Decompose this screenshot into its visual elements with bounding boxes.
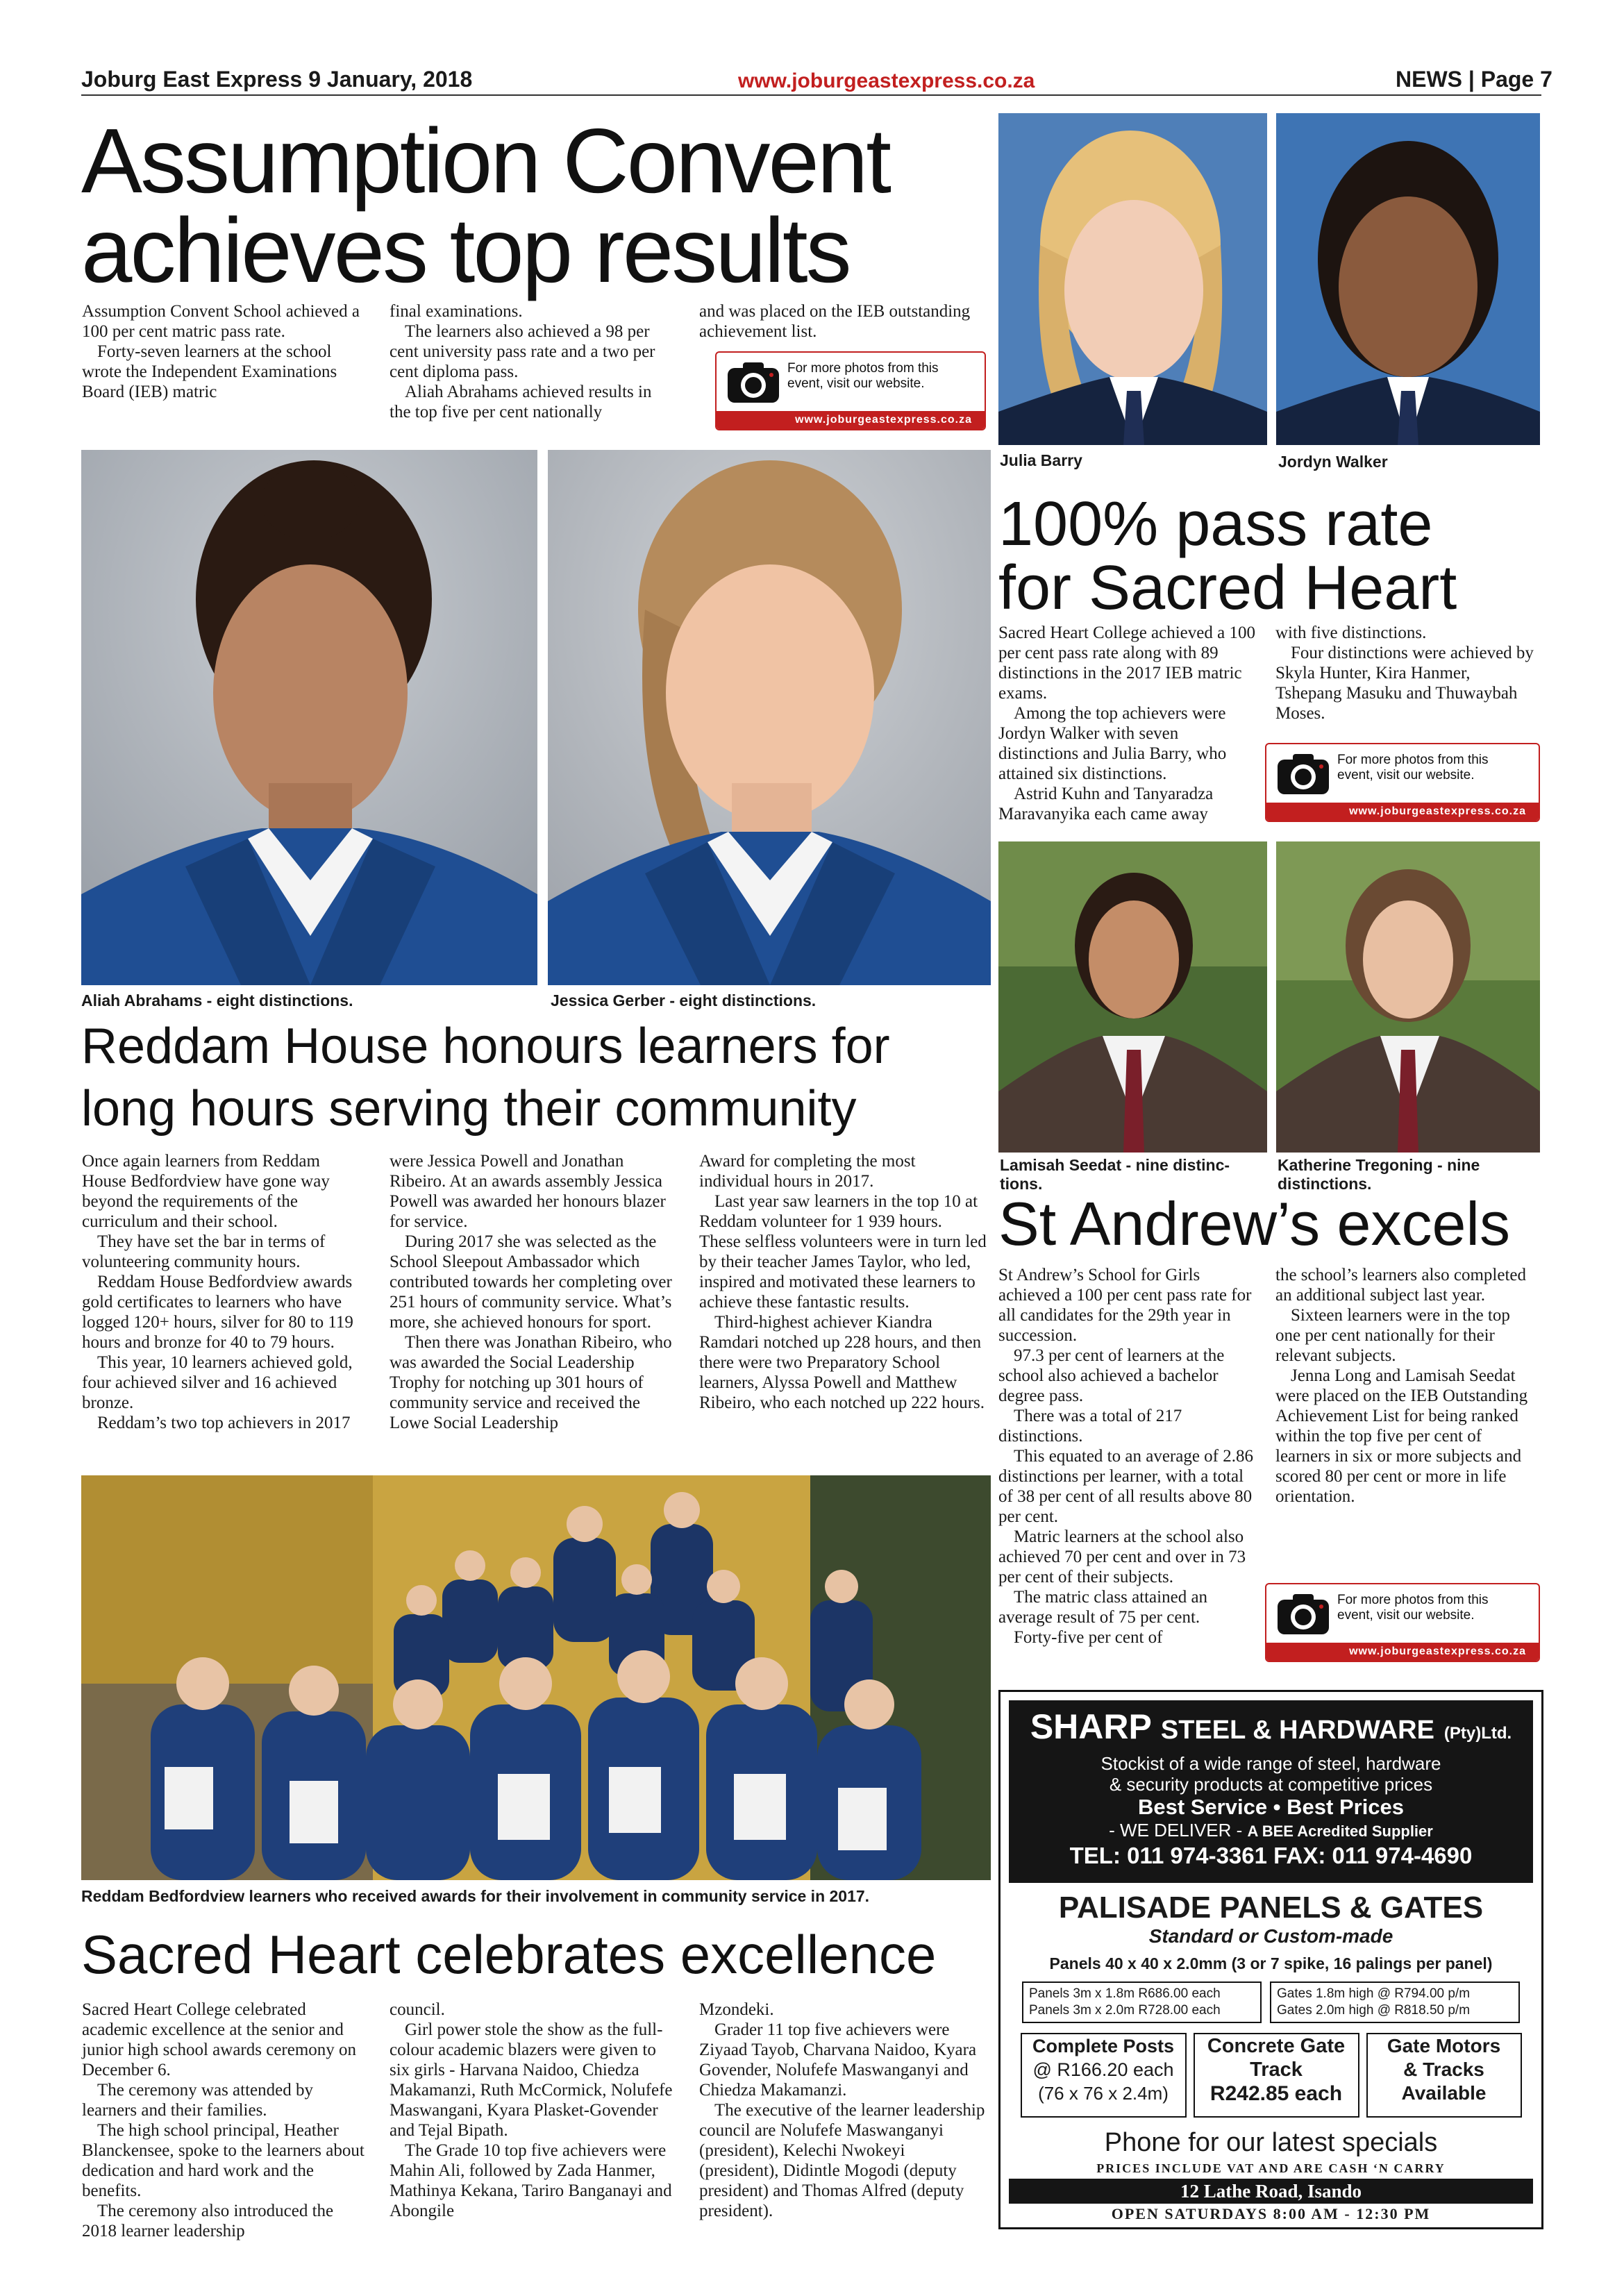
headline-line: Assumption Convent xyxy=(81,110,889,212)
promo-line: event, visit our website. xyxy=(1337,1608,1475,1623)
paragraph: Girl power stole the show as the full-colour academic blazers were given to six girls - Harvana Naidoo, Chiedza Makamanzi, Ruth McCormick, Nolufefe Maswangani, Kyara Plasket-Govender and Tejal Bipath. xyxy=(390,2020,673,2140)
price-line: Panels 3m x 1.8m R686.00 each xyxy=(1029,1986,1221,2001)
story5-headline: Sacred Heart celebrates excellence xyxy=(81,1924,937,1985)
promo-url[interactable]: www.joburgeastexpress.co.za xyxy=(1266,1643,1539,1661)
paragraph: The high school principal, Heather Blanckensee, spoke to the learners about dedication and hard work and the benefits. xyxy=(82,2121,365,2200)
paragraph: During 2017 she was selected as the School Sleepout Ambassador which contributed towards her completing over 251 hours of community service. What’s more, she achieved honours for sport. xyxy=(390,1232,672,1332)
advert-palisade-title: PALISADE PANELS & GATES xyxy=(1058,1891,1484,1925)
paragraph: Grader 11 top five achievers were Ziyaad Tayob, Charvana Naidoo, Kyara Govender, Nolufefe Maswanganyi and Chiedza Makamanzi. xyxy=(699,2020,977,2100)
paragraph: Last year saw learners in the top 10 at Reddam volunteer for 1 939 hours. These selfless volunteers were in turn led by their teacher James Taylor, who led, inspired and motivated these learners to achieve these fantastic results. xyxy=(699,1192,987,1312)
paragraph: council. xyxy=(390,2000,445,2019)
masthead-page: NEWS | Page 7 xyxy=(1396,67,1552,92)
promo-text xyxy=(1337,1593,1489,1623)
story5-col2 xyxy=(390,2000,676,2221)
brand-rest: STEEL & HARDWARE xyxy=(1160,1716,1434,1745)
paragraph: 97.3 per cent of learners at the school also achieved a bachelor degree pass. xyxy=(998,1346,1225,1405)
gate-motors-box xyxy=(1366,2033,1522,2118)
posts-box xyxy=(1021,2033,1187,2118)
paragraph: Sixteen learners were in the top one per cent nationally for their relevant subjects. xyxy=(1275,1306,1510,1365)
headline-line: achieves top results xyxy=(81,199,850,301)
masthead-url[interactable]: www.joburgeastexpress.co.za xyxy=(738,69,1035,92)
headline-line: for Sacred Heart xyxy=(998,553,1457,623)
website-promo[interactable] xyxy=(1265,1583,1540,1662)
paragraph: The ceremony was attended by learners and their families. xyxy=(82,2081,313,2120)
story1-col2 xyxy=(390,301,676,422)
advert-box-row xyxy=(1009,2033,1533,2118)
story2-col1 xyxy=(998,623,1257,824)
advert-header xyxy=(1009,1700,1533,1883)
paragraph: Sacred Heart College achieved a 100 per cent pass rate along with 89 distinctions in the 2017 IEB matric exams. xyxy=(998,623,1255,703)
story2-headline xyxy=(998,489,1554,623)
paragraph: The matric class attained an average result of 75 per cent. xyxy=(998,1588,1208,1627)
promo-line: For more photos from this xyxy=(1337,1593,1489,1607)
advert-delivery xyxy=(1013,1820,1529,1842)
headline-line: Reddam House honours learners for xyxy=(81,1019,890,1074)
caption-line: tions. xyxy=(1000,1175,1043,1193)
paragraph: The learners also achieved a 98 per cent university pass rate and a two per cent diploma pass. xyxy=(390,322,655,381)
promo-url[interactable]: www.joburgeastexpress.co.za xyxy=(1266,803,1539,821)
story3-headline xyxy=(81,1015,991,1140)
story2-col2 xyxy=(1275,623,1537,723)
paragraph: Astrid Kuhn and Tanyaradza Maravanyika each came away xyxy=(998,785,1214,823)
paragraph: Aliah Abrahams achieved results in the top five per cent nationally xyxy=(390,383,652,421)
advert-vat-note: PRICES INCLUDE VAT AND ARE CASH ‘N CARRY xyxy=(1096,2161,1446,2175)
paragraph: Reddam House Bedfordview awards gold certificates to learners who have logged 120+ hours, silver for 80 to 119 hours and bronze for 40 to 79 hours. xyxy=(82,1273,353,1352)
story5-col3 xyxy=(699,2000,987,2221)
story3-col3 xyxy=(699,1151,987,1413)
story4-headline: St Andrew’s excels xyxy=(998,1189,1510,1258)
photo-caption xyxy=(1000,1156,1230,1193)
story4-col2 xyxy=(1275,1265,1538,1507)
box-line: R242.85 each xyxy=(1209,2082,1343,2105)
paragraph: There was a total of 217 distinctions. xyxy=(998,1407,1182,1446)
paragraph: They have set the bar in terms of volunteering community hours. xyxy=(82,1232,326,1271)
paragraph: Forty-five per cent of xyxy=(1014,1628,1163,1647)
box-line: & Tracks xyxy=(1403,2059,1484,2080)
promo-text xyxy=(787,361,939,392)
advert-slogan: Best Service • Best Prices xyxy=(1137,1795,1405,1819)
paragraph: Then there was Jonathan Ribeiro, who was awarded the Social Leadership Trophy for notching up 301 hours of community service and received the Lowe Social Leadership xyxy=(390,1333,672,1432)
caption-line: Katherine Tregoning - nine xyxy=(1278,1156,1480,1174)
camera-icon xyxy=(1276,1593,1330,1636)
story1-col3 xyxy=(699,301,985,342)
story3-col1 xyxy=(82,1151,368,1433)
promo-url[interactable]: www.joburgeastexpress.co.za xyxy=(717,411,985,429)
story4-col1 xyxy=(998,1265,1257,1648)
advert-brand xyxy=(1013,1707,1529,1753)
website-promo[interactable] xyxy=(715,351,986,430)
headline-line: 100% pass rate xyxy=(998,489,1433,559)
advert-sharp-steel[interactable] xyxy=(998,1690,1543,2229)
headline-line: long hours serving their community xyxy=(81,1081,857,1137)
price-line: Gates 2.0m high @ R818.50 p/m xyxy=(1277,2003,1471,2018)
story5-col1 xyxy=(82,2000,368,2241)
paragraph: with five distinctions. xyxy=(1275,623,1427,642)
photo-jordyn-walker xyxy=(1276,113,1540,445)
paragraph: Matric learners at the school also achieved 70 per cent and over in 73 per cent of their subjects. xyxy=(998,1527,1246,1586)
advert-tagline: & security products at competitive prices xyxy=(1109,1774,1433,1795)
promo-line: For more photos from this xyxy=(787,361,939,376)
brand-pty: (Pty)Ltd. xyxy=(1443,1724,1512,1743)
promo-text xyxy=(1337,753,1489,783)
box-line: @ R166.20 each xyxy=(1032,2059,1174,2080)
photo-caption: Julia Barry xyxy=(1000,451,1082,469)
camera-icon xyxy=(1276,753,1330,796)
photo-caption: Jessica Gerber - eight distinctions. xyxy=(551,991,817,1009)
masthead-rule xyxy=(81,94,1541,96)
photo-lamisah-seedat xyxy=(998,841,1267,1153)
gate-prices xyxy=(1270,1981,1520,2023)
photo-caption: Aliah Abrahams - eight distinctions. xyxy=(81,991,353,1009)
caption-line: Lamisah Seedat - nine distinc- xyxy=(1000,1156,1230,1174)
advert-subtitle: Standard or Custom-made xyxy=(1148,1925,1393,1947)
paragraph: Once again learners from Reddam House Bedfordview have gone way beyond the requirements of the curriculum and their school. xyxy=(82,1152,330,1231)
box-line: Gate Motors xyxy=(1387,2035,1501,2056)
bee-text: A BEE Acredited Supplier xyxy=(1247,1822,1433,1840)
paragraph: The Grade 10 top five achievers were Mahin Ali, followed by Zada Hanmer, Mathinya Kekana, Tariro Banganayi and Abongile xyxy=(390,2141,672,2220)
advert-tagline: Stockist of a wide range of steel, hardware xyxy=(1100,1753,1441,1774)
advert-specials: Phone for our latest specials xyxy=(1104,2128,1438,2157)
story1-headline xyxy=(81,110,984,301)
paragraph: Mzondeki. xyxy=(699,2000,774,2019)
advert-phone-fax[interactable]: TEL: 011 974-3361 FAX: 011 974-4690 xyxy=(1069,1843,1473,1868)
paragraph: final examinations. xyxy=(390,302,523,321)
advert-address: 12 Lathe Road, Isando xyxy=(1009,2179,1533,2204)
box-line: Available xyxy=(1401,2082,1487,2104)
paragraph: Among the top achievers were Jordyn Walker with seven distinctions and Julia Barry, who attained six distinctions. xyxy=(998,704,1227,783)
story1-col1 xyxy=(82,301,368,402)
paragraph: This year, 10 learners achieved gold, four achieved silver and 16 achieved bronze. xyxy=(82,1353,353,1412)
paragraph: and was placed on the IEB outstanding achievement list. xyxy=(699,302,971,341)
price-line: Gates 1.8m high @ R794.00 p/m xyxy=(1277,1986,1471,2001)
paragraph: Sacred Heart College celebrated academic excellence at the senior and junior high school awards ceremony on December 6. xyxy=(82,2000,357,2079)
paragraph: Assumption Convent School achieved a 100 per cent matric pass rate. xyxy=(82,302,360,341)
paragraph: Third-highest achiever Kiandra Ramdari notched up 228 hours, and then there were two Preparatory School learners, Alyssa Powell and Matthew Ribeiro, who each notched up 222 hours. xyxy=(699,1313,985,1412)
paragraph: were Jessica Powell and Jonathan Ribeiro. At an awards assembly Jessica Powell was awarded her honours blazer for service. xyxy=(390,1152,666,1231)
paragraph: Four distinctions were achieved by Skyla Hunter, Kira Hanmer, Tshepang Masuku and Thuwaybah Moses. xyxy=(1275,644,1534,723)
price-line: Panels 3m x 2.0m R728.00 each xyxy=(1029,2003,1221,2018)
photo-aliah-abrahams xyxy=(81,450,537,985)
caption-line: distinctions. xyxy=(1278,1175,1372,1193)
promo-line: event, visit our website. xyxy=(787,376,925,391)
photo-caption xyxy=(1278,1156,1480,1193)
box-line: Complete Posts xyxy=(1032,2036,1175,2056)
photo-reddam-group xyxy=(81,1475,991,1880)
paragraph: St Andrew’s School for Girls achieved a 100 per cent pass rate for all candidates for the 29th year in succession. xyxy=(998,1266,1252,1345)
story3-col2 xyxy=(390,1151,681,1433)
box-line: Track xyxy=(1250,2059,1303,2081)
photo-caption: Reddam Bedfordview learners who received awards for their involvement in community service in 2017. xyxy=(81,1887,870,1905)
panel-prices xyxy=(1022,1981,1262,2023)
paragraph: Reddam’s two top achievers in 2017 xyxy=(97,1414,351,1432)
advert-hours: OPEN SATURDAYS 8:00 AM - 12:30 PM xyxy=(1111,2205,1431,2222)
advert-price-row xyxy=(1009,1981,1533,2023)
paragraph: Award for completing the most individual hours in 2017. xyxy=(699,1152,916,1191)
photo-caption: Jordyn Walker xyxy=(1278,453,1388,471)
advert-panel-spec: Panels 40 x 40 x 2.0mm (3 or 7 spike, 16 palings per panel) xyxy=(1049,1954,1493,1972)
promo-line: event, visit our website. xyxy=(1337,768,1475,782)
paragraph: This equated to an average of 2.86 distinctions per learner, with a total of 38 per cent of all results above 80 per cent. xyxy=(998,1447,1254,1526)
photo-jessica-gerber xyxy=(548,450,991,985)
paragraph: the school’s learners also completed an additional subject last year. xyxy=(1275,1266,1526,1305)
photo-julia-barry xyxy=(998,113,1267,445)
website-promo[interactable] xyxy=(1265,743,1540,822)
brand-main: SHARP xyxy=(1030,1707,1151,1746)
deliver-text: - WE DELIVER - xyxy=(1109,1820,1243,1841)
paragraph: The ceremony also introduced the 2018 learner leadership xyxy=(82,2202,334,2240)
box-line: Concrete Gate xyxy=(1207,2035,1346,2057)
photo-katherine-tregoning xyxy=(1276,841,1540,1153)
paragraph: Jenna Long and Lamisah Seedat were placed on the IEB Outstanding Achievement List for being ranked within the top five per cent of learners in six or more subjects and scored 80 per cent or more in life orientation. xyxy=(1275,1366,1528,1506)
gate-track-box xyxy=(1194,2033,1359,2118)
promo-line: For more photos from this xyxy=(1337,753,1489,767)
camera-icon xyxy=(726,361,780,404)
paragraph: The executive of the learner leadership council are Nolufefe Maswanganyi (president), Kelechi Nwokeyi (president), Didintle Mogodi (deputy president) and Thomas Alfred (deputy president). xyxy=(699,2101,985,2220)
box-line: (76 x 76 x 2.4m) xyxy=(1038,2083,1169,2104)
paragraph: Forty-seven learners at the school wrote the Independent Examinations Board (IEB) matric xyxy=(82,342,337,401)
masthead-left: Joburg East Express 9 January, 2018 xyxy=(81,67,473,92)
